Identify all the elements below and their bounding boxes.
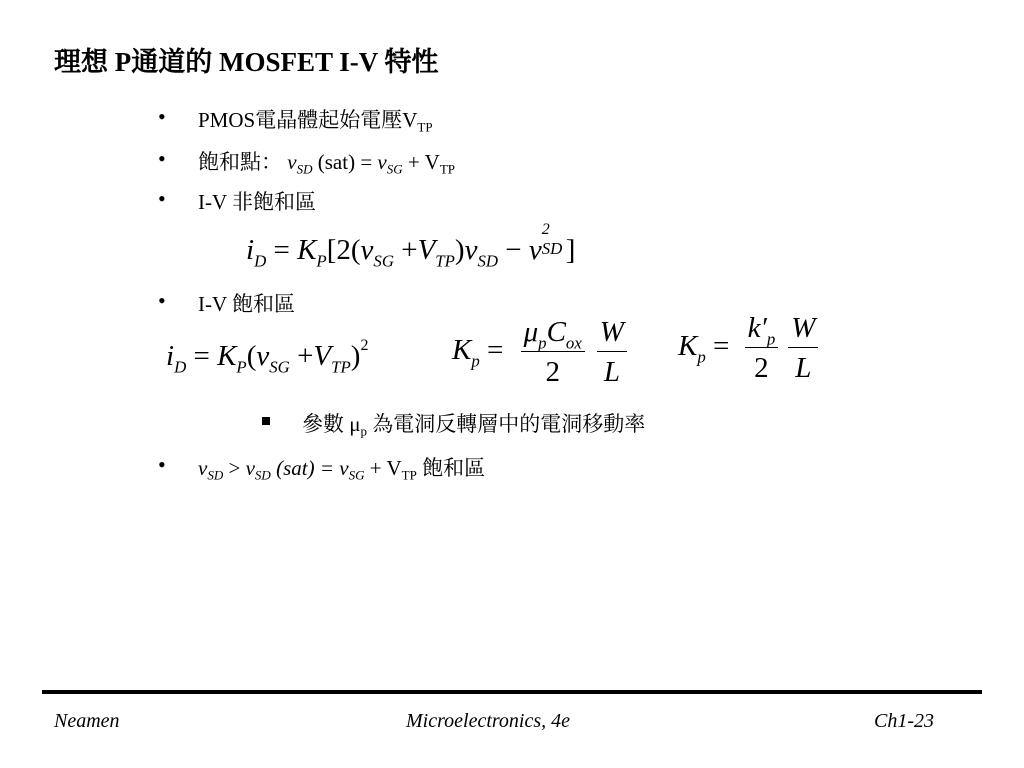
var-i: i [246, 234, 255, 266]
var-v: v [360, 234, 374, 266]
square-bullet-icon [262, 417, 270, 425]
sub-bullet-text: 參數 [302, 412, 350, 436]
var-K: K [678, 330, 698, 363]
footer-page: Ch1-23 [874, 710, 934, 732]
var-v: v [256, 340, 270, 372]
subscript: SG [386, 161, 403, 177]
var-W: W [599, 316, 624, 348]
paren-close: ) [350, 340, 361, 372]
bracket-open: [2( [326, 234, 361, 266]
subscript: SG [373, 251, 394, 271]
bullet-label: 飽和點： [198, 150, 282, 174]
bullet-nonsaturation: I-V 非飽和區 [198, 190, 317, 214]
var-K: K [452, 334, 472, 367]
subscript: D [174, 357, 187, 377]
bullet-saturation-condition [198, 452, 485, 482]
plus-text: + V [402, 150, 440, 174]
sat-text: (sat) = [270, 456, 340, 480]
plus: + [289, 340, 314, 372]
var-L: L [788, 347, 818, 385]
bullet-marker: • [158, 452, 166, 477]
bullet-tail: 飽和區 [416, 456, 486, 480]
var-L: L [597, 351, 627, 389]
fraction-mu-cox-over-2 [521, 316, 585, 389]
superscript: 2 [360, 336, 369, 354]
var-v: v [377, 150, 387, 174]
subscript: TP [401, 467, 417, 483]
var-v: v [339, 456, 349, 480]
paren-open: ( [246, 340, 257, 372]
subscript: TP [331, 357, 351, 377]
var-v: v [198, 456, 208, 480]
subscript: SG [348, 467, 365, 483]
var-v: v [528, 234, 542, 266]
equation-nonsaturation [246, 221, 576, 271]
var-v: v [245, 456, 255, 480]
superscript: 2 [541, 221, 550, 239]
subscript: SD [477, 251, 499, 271]
var-v: v [287, 150, 297, 174]
subscript: TP [435, 251, 455, 271]
subscript: SD [541, 239, 563, 259]
var-K: K [297, 234, 317, 266]
subscript: TP [417, 119, 433, 135]
equation-kp-mobility [452, 316, 627, 389]
bullet-marker: • [158, 186, 166, 211]
subscript: SD [254, 467, 271, 483]
subscript: p [766, 329, 776, 349]
subscript: P [316, 251, 327, 271]
equals: = [266, 234, 298, 266]
bullet-marker: • [158, 104, 166, 129]
var-K: K [217, 340, 237, 372]
var-V: V [313, 340, 332, 372]
subscript: p [697, 347, 706, 367]
subscript: D [254, 251, 267, 271]
footer-book: Microelectronics, 4e [406, 710, 571, 732]
plus: + [393, 234, 418, 266]
footer-rule [42, 690, 982, 694]
equals: = [705, 330, 737, 363]
denominator: 2 [745, 347, 779, 385]
var-mu: μ [523, 316, 539, 348]
denominator: 2 [521, 351, 585, 389]
bullet-saturation-point [198, 146, 455, 176]
minus: − [498, 234, 529, 266]
var-mu: μ [349, 412, 361, 436]
bullet-text: PMOS電晶體起始電壓V [198, 108, 418, 132]
equation-kp-process [678, 312, 818, 385]
equals: = [186, 340, 218, 372]
sub-bullet-mobility [302, 408, 645, 438]
bullet-marker: • [158, 288, 166, 313]
subscript: SD [207, 467, 224, 483]
bullet-marker: • [158, 146, 166, 171]
equation-saturation [166, 336, 369, 377]
var-V: V [417, 234, 436, 266]
fraction-w-over-l [597, 316, 627, 389]
subscript: P [236, 357, 247, 377]
page-title: 理想 P通道的 MOSFET I-V 特性 [54, 47, 439, 77]
bullet-threshold-voltage [198, 104, 433, 134]
paren-close: ) [454, 234, 465, 266]
subscript: TP [439, 161, 456, 177]
var-C: C [546, 316, 566, 348]
var-k-prime: k′ [747, 312, 767, 344]
var-i: i [166, 340, 175, 372]
subscript: p [471, 351, 480, 371]
fraction-kprime-over-2 [745, 312, 779, 385]
var-W: W [791, 312, 816, 344]
subscript: SG [269, 357, 290, 377]
bracket-close: ] [565, 234, 576, 266]
plus-text: + V [364, 456, 402, 480]
bullet-saturation: I-V 飽和區 [198, 292, 296, 316]
sub-bullet-text: 為電洞反轉層中的電洞移動率 [367, 412, 646, 436]
subscript: ox [565, 333, 582, 353]
subscript: SD [296, 161, 313, 177]
equals: = [479, 334, 511, 367]
subscript: p [538, 333, 547, 353]
footer-author: Neamen [54, 710, 120, 732]
fraction-w-over-l [788, 312, 818, 385]
sat-text: (sat) = [317, 150, 378, 174]
subscript: p [360, 423, 368, 439]
gt-text: > [223, 456, 246, 480]
var-v: v [464, 234, 478, 266]
